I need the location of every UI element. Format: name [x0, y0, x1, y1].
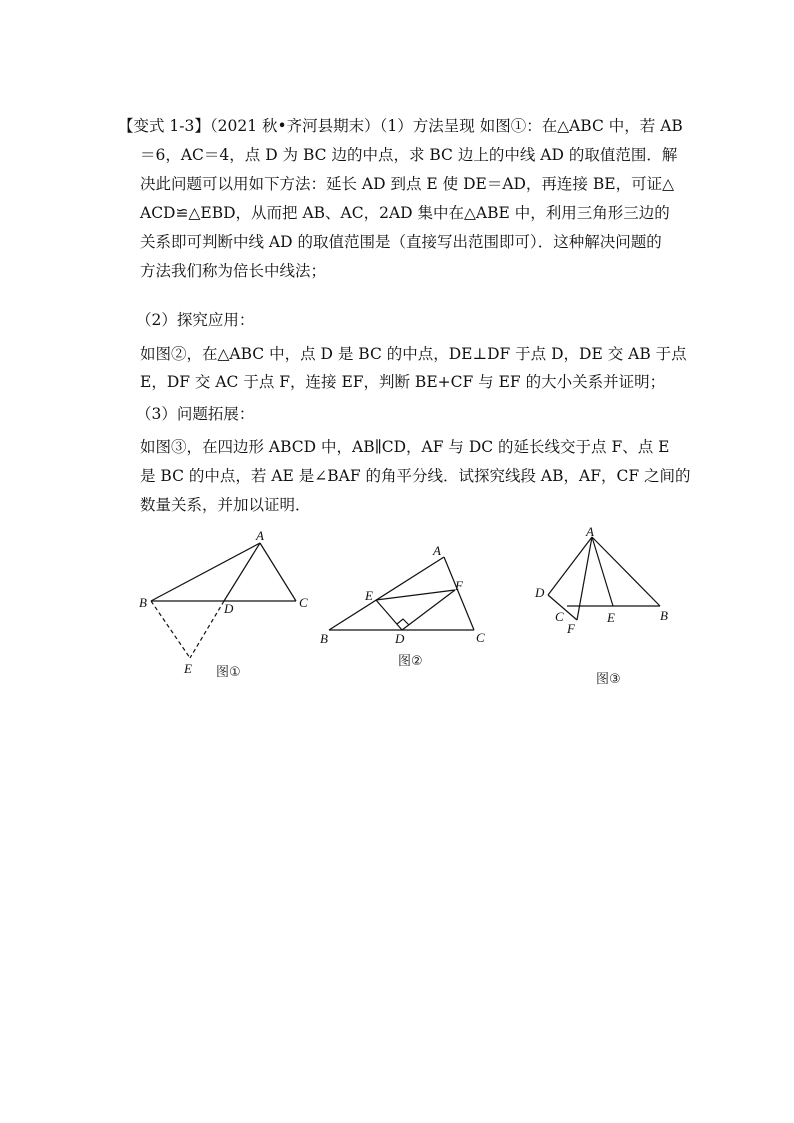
problem-line: 决此问题可以用如下方法：延长 AD 到点 E 使 DE＝AD，再连接 BE，可证△ — [140, 175, 674, 193]
problem-line: 关系即可判断中线 AD 的取值范围是（直接写出范围即可）．这种解决问题的 — [140, 233, 662, 251]
problem-line: E，DF 交 AC 于点 F，连接 EF，判断 BE+CF 与 EF 的大小关系并证明； — [140, 373, 666, 391]
problem-line: 是 BC 的中点，若 AE 是∠BAF 的角平分线．试探究线段 AB，AF，CF 之间的 — [140, 467, 691, 485]
point-label-e: E — [365, 588, 373, 603]
problem-line: 【变式 1-3】（2021 秋•齐河县期末）（1）方法呈现 如图①：在△ABC 中，若 AB — [118, 117, 683, 135]
problem-line: ＝6，AC＝4，点 D 为 BC 边的中点，求 BC 边上的中线 AD 的取值范围．解 — [140, 146, 678, 164]
point-label-b: B — [139, 595, 147, 610]
problem-line: ACD≌△EBD，从而把 AB、AC，2AD 集中在△ABE 中，利用三角形三边的 — [140, 204, 670, 222]
figure-2-caption: 图② — [398, 654, 423, 669]
point-label-d: D — [535, 585, 545, 600]
point-label-f: F — [567, 621, 575, 636]
point-label-d: D — [395, 631, 405, 646]
segment-af — [577, 537, 592, 620]
point-label-c: C — [299, 595, 308, 610]
point-label-c: C — [476, 630, 485, 645]
point-label-e: E — [607, 610, 615, 625]
point-label-b: B — [660, 608, 668, 623]
point-label-b: B — [320, 631, 328, 646]
problem-line: （2）探究应用： — [136, 311, 255, 329]
point-label-a: A — [256, 528, 264, 543]
point-label-a: A — [586, 524, 594, 539]
segment-ad — [548, 537, 592, 595]
point-label-c: C — [555, 609, 564, 624]
problem-line: 如图②，在△ABC 中，点 D 是 BC 的中点，DE⊥DF 于点 D，DE 交 AB 于点 — [140, 345, 687, 363]
point-label-e: E — [184, 661, 192, 676]
figure-3-caption: 图③ — [596, 672, 621, 687]
problem-line: 数量关系，并加以证明． — [140, 496, 311, 514]
problem-line: 方法我们称为倍长中线法； — [140, 262, 327, 280]
point-label-f: F — [455, 578, 463, 593]
problem-line: （3）问题拓展： — [136, 405, 255, 423]
problem-line: 如图③，在四边形 ABCD 中，AB∥CD，AF 与 DC 的延长线交于点 F、点 E — [140, 438, 670, 456]
figure-1-caption: 图① — [216, 665, 241, 680]
point-label-a: A — [433, 543, 441, 558]
point-label-d: D — [224, 601, 234, 616]
